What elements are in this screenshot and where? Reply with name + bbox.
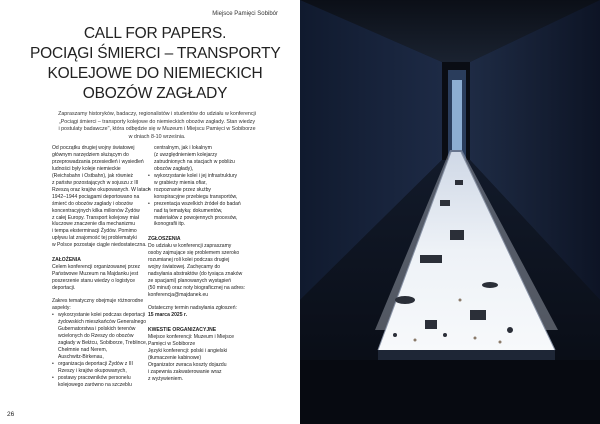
section-heading-zgloszenia: ZGŁOSZENIA [148, 236, 181, 243]
lead-line: Zapraszamy historyków, badaczy, regionalistów i studentów do udziału w konferencji [58, 111, 256, 117]
list-item: • wykorzystanie kolei i jej infrastruktury w grabieży mienia ofiar, [148, 173, 266, 187]
zalozenia-paragraph: Celem konferencji organizowanej przez Państwowe Muzeum na Majdanku jest poszerzenie stanu wiedzy o logistyce deportacji. [52, 264, 141, 292]
running-head: Miejsce Pamięci Sobibór [212, 11, 278, 17]
lead-line: w dniach 8-10 września. [128, 133, 186, 140]
deadline-paragraph: Ostateczny termin nadsyłania zgłoszeń: 15 marca 2025 r. [148, 305, 237, 318]
zgloszenia-paragraph: Do udziału w konferencji zapraszamy osoby zajmujące się problemem szeroko rozumianej roli kolei podczas drugiej wojny światowej. Zachęcamy do nadsyłania abstraktów (do tysiąca znaków ze spacjami) planowanych wystąpień (50 minut) oraz noty biograficznej na adres: konferencja@majdanek.eu [148, 243, 246, 299]
list-item: • organizacja deportacji Żydów z III Rzeszy i krajów okupowanych, [52, 361, 166, 375]
text-column-right [148, 145, 266, 383]
list-item: • wykorzystanie kolei podczas deportacji żydowskich mieszkańców Generalnego Gubernatorstwa i polskich terenów wcielonych do Rzeszy do obozów zagłady w Bełżcu, Sobiborze, Treblince, Chełmnie nad Nerem, Auschwitz-Birkenau, [52, 312, 166, 361]
list-item: • prezentacja wszelkich źródeł do badań nad tą tematyką: dokumentów, materiałów z powojennych procesów, ikonografii itp. [148, 201, 266, 229]
kwestie-paragraph: Miejsce konferencji: Muzeum i Miejsce Pamięci w Sobiborze Języki konferencji: polski i angielski (tłumaczenie kabinowe) Organizator zwraca koszty dojazdu i zapewnia zakwaterowanie wraz z wyżywieniem. [148, 333, 235, 382]
section-heading-kwestie: KWESTIE ORGANIZACYJNE [148, 326, 217, 333]
title-line: CALL FOR PAPERS. [83, 25, 227, 42]
list-item: • postawy pracowników personelu kolejowego zarówno na szczeblu [52, 375, 166, 389]
lead-paragraph [48, 111, 266, 141]
list-item: • rozpoznanie przez służby konspiracyjne przebiegu transportów, [148, 187, 266, 201]
title-line: POCIĄGI ŚMIERCI – TRANSPORTY [30, 45, 281, 62]
lead-line: i postulaty badawcze", która odbędzie się w Muzeum i Miejscu Pamięci w Sobiborze [58, 126, 256, 132]
title-line: OBOZÓW ZAGŁADY [82, 85, 228, 102]
lead-line: „Pociągi śmierci – transporty kolejowe do niemieckich obozów zagłady. Stan wiedzy [59, 118, 255, 125]
exhibition-corridor-image [300, 0, 600, 424]
scope-list-continued [148, 173, 266, 229]
section-heading-zalozenia: ZAŁOŻENIA [52, 257, 81, 264]
article-title [30, 24, 280, 104]
continued-paragraph: centralnym, jak i lokalnym (z uwzględnieniem kolejarzy zatrudnionych na stacjach w pobliżu obozów zagłady), [154, 145, 235, 172]
page-number: 26 [7, 411, 15, 418]
scope-paragraph: Zakres tematyczny obejmuje różnorodne aspekty: [52, 298, 144, 312]
email-link[interactable]: konferencja@majdanek.eu [148, 292, 209, 299]
museum-photo [300, 0, 600, 424]
deadline-date: 15 marca 2025 r. [148, 311, 188, 318]
title-line: KOLEJOWE DO NIEMIECKICH [47, 65, 263, 82]
intro-paragraph: Od początku drugiej wojny światowej głównym narzędziem służącym do przeprowadzania przesiedleń i wysiedleń ludności były koleje niemieckie (Reichsbahn i Ostbahn), jak również z państw pozostających w sojuszu z III Rzeszą oraz krajów okupowanych. W latach 1942–1944 pociągami deportowano na śmierć do obozów zagłady i obozów koncentracyjnych kilka milionów Żydów z całej Europy. Transport kolejowy miał kluczowe znaczenie dla mechanizmu i tempa eksterminacji Żydów. Pomimo upływu lat znajomość tej problematyki w Polsce pozostaje ciągle niedostateczna. [52, 145, 151, 249]
